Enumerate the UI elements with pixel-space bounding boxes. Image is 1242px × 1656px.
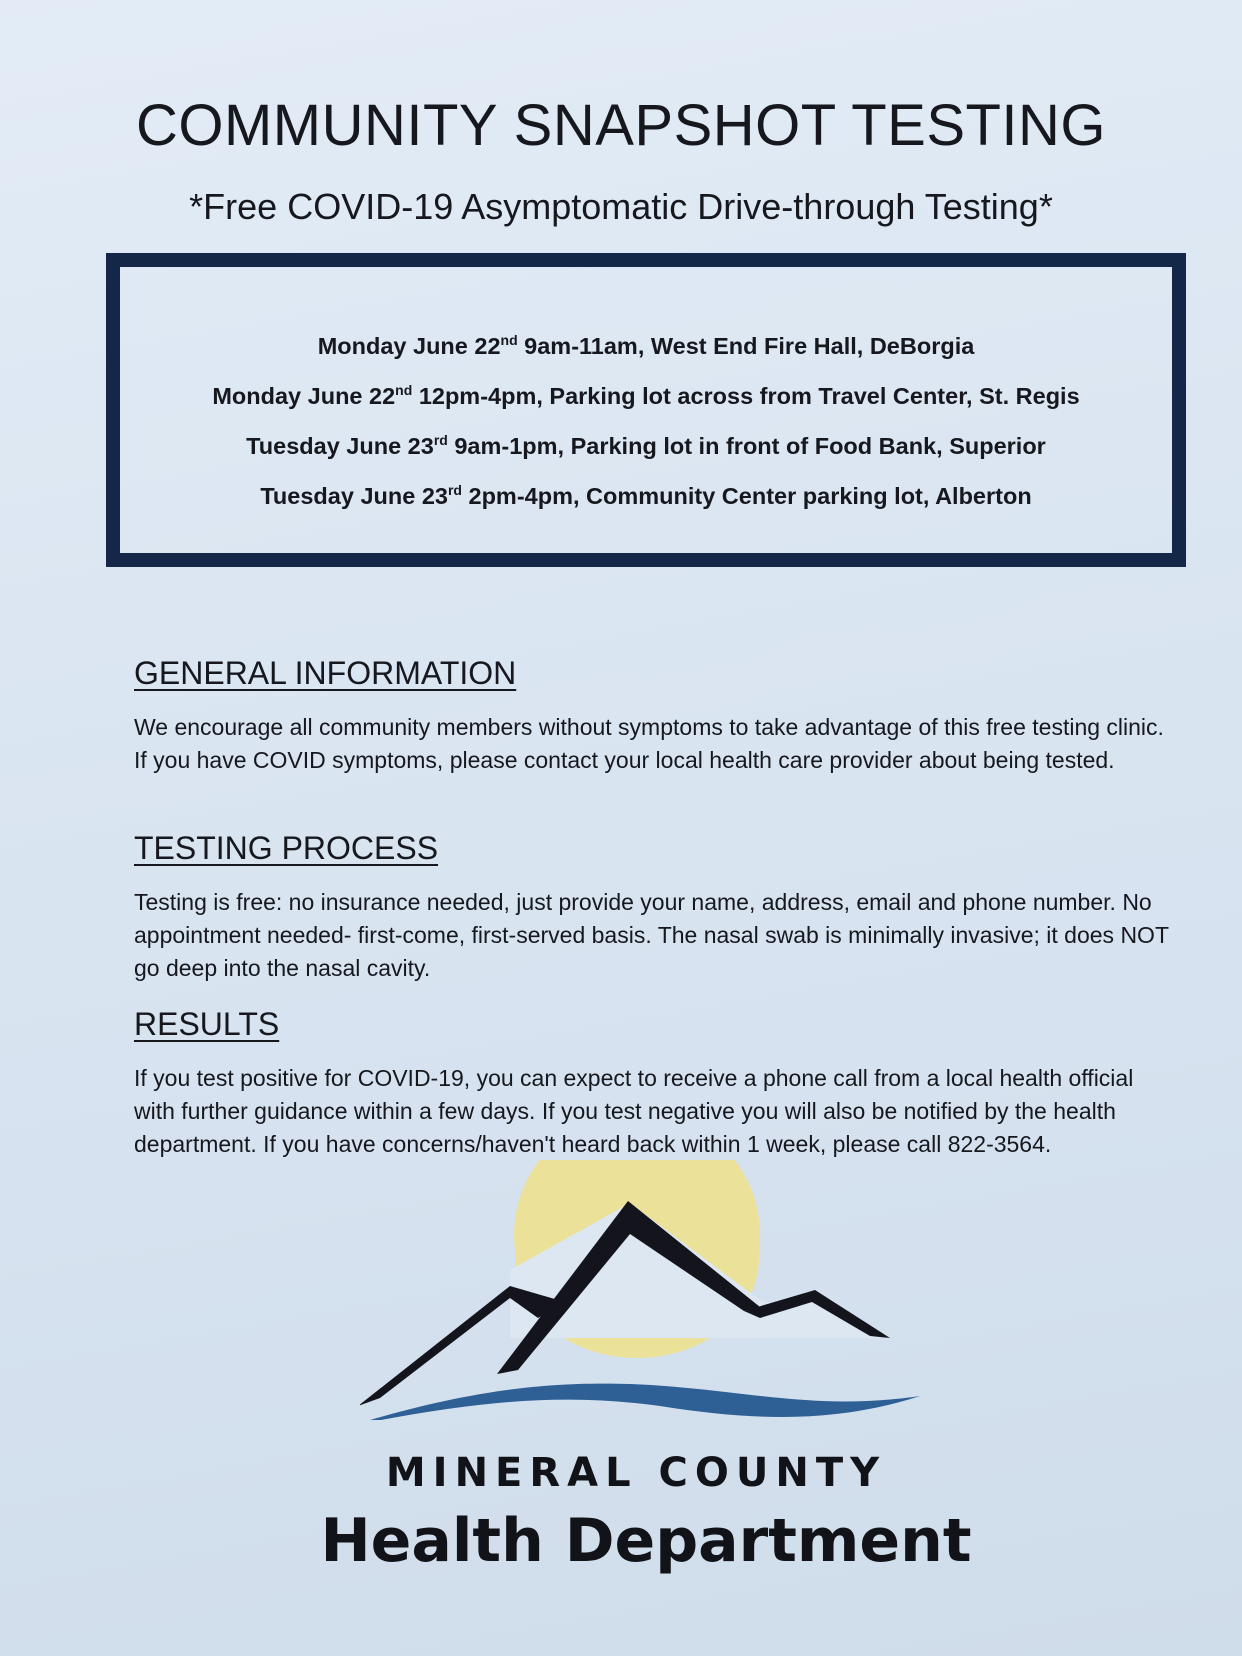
testing-process-heading: TESTING PROCESS <box>134 830 439 866</box>
results-body: If you test positive for COVID-19, you can expect to receive a phone call from a local health official with further guidance within a few days. If you test negative you will also be notified by the health department. If you have concerns/haven't heard back within 1 week, please call 822-3564. <box>134 1065 1134 1157</box>
schedule-list <box>120 321 1172 521</box>
schedule-day-suffix: nd <box>395 382 413 398</box>
schedule-details: 9am-11am, West End Fire Hall, DeBorgia <box>524 333 975 359</box>
general-information-heading: GENERAL INFORMATION <box>134 655 517 691</box>
organization-name-line1: MINERAL COUNTY <box>385 1450 887 1496</box>
flyer-title: COMMUNITY SNAPSHOT TESTING <box>135 93 1107 158</box>
schedule-day: Tuesday June 23 <box>246 433 434 459</box>
schedule-day-suffix: rd <box>433 432 448 448</box>
schedule-details: 12pm-4pm, Parking lot across from Travel Center, St. Regis <box>418 383 1080 409</box>
schedule-day: Monday June 22 <box>317 333 501 359</box>
mountain-sun-logo-icon <box>360 1160 960 1420</box>
schedule-details: 2pm-4pm, Community Center parking lot, Alberton <box>468 483 1032 509</box>
schedule-details: 9am-1pm, Parking lot in front of Food Bank, Superior <box>454 433 1046 459</box>
schedule-row <box>120 471 1172 521</box>
general-information-body: We encourage all community members without symptoms to take advantage of this free testing clinic. If you have COVID symptoms, please contact your local health care provider about being tested. <box>134 714 1164 773</box>
schedule-row <box>120 421 1172 471</box>
schedule-box <box>106 253 1186 567</box>
flyer-subtitle: *Free COVID-19 Asymptomatic Drive-through Testing* <box>189 186 1053 227</box>
schedule-day: Tuesday June 23 <box>260 483 448 509</box>
schedule-day: Monday June 22 <box>212 383 396 409</box>
schedule-row <box>120 371 1172 421</box>
organization-name-line2: Health Department <box>320 1506 972 1576</box>
schedule-day-suffix: rd <box>447 482 462 498</box>
testing-process-body: Testing is free: no insurance needed, just provide your name, address, email and phone number. No appointment needed- first-come, first-served basis. The nasal swab is minimally invasive; it does NOT go deep into the nasal cavity. <box>134 889 1169 981</box>
results-heading: RESULTS <box>134 1006 280 1042</box>
schedule-day-suffix: nd <box>500 332 518 348</box>
schedule-row <box>120 321 1172 371</box>
